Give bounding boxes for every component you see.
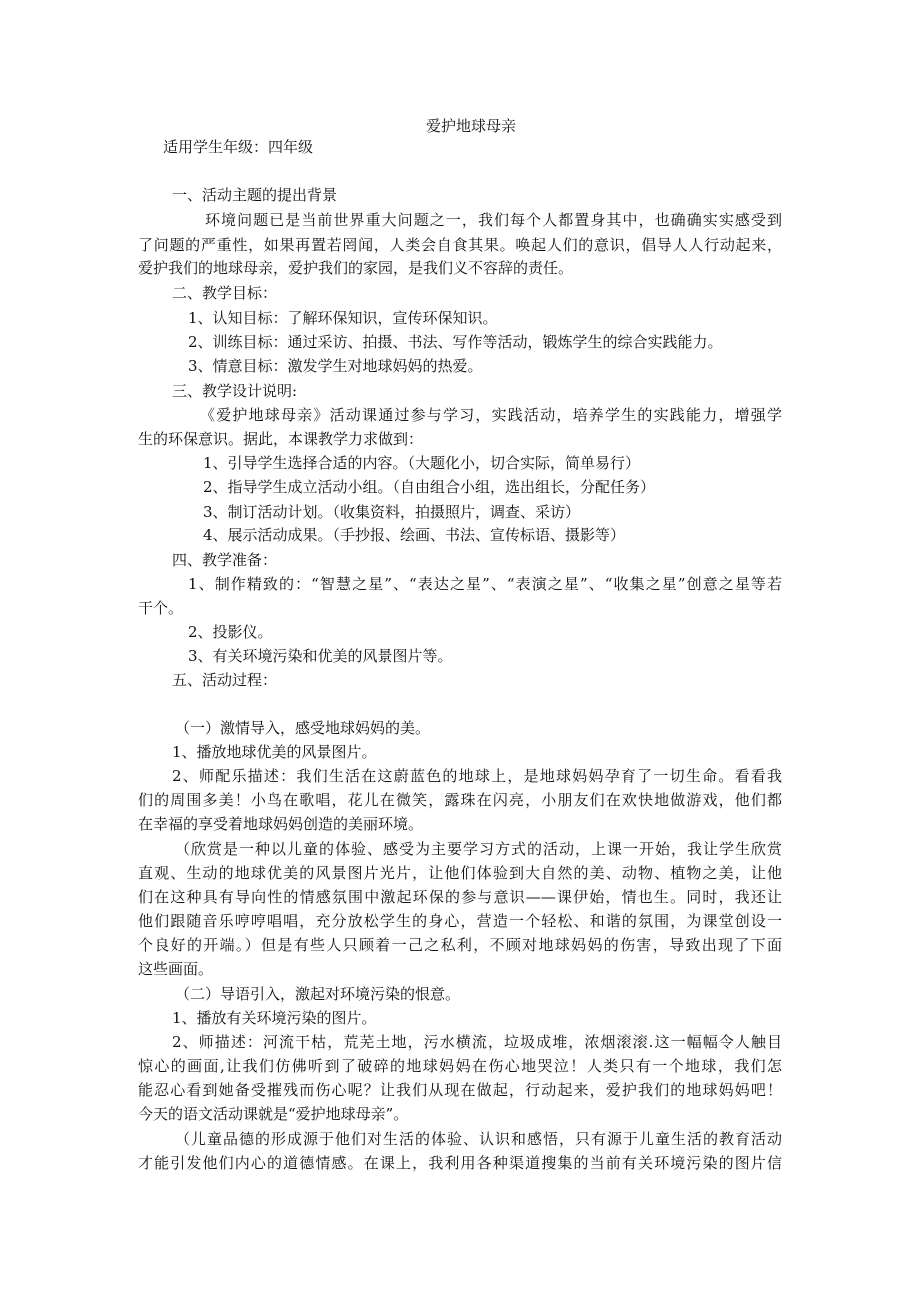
paragraph-line: （欣赏是一种以儿童的体验、感受为主要学习方式的活动，上课一开始，我让学生欣赏 (175, 840, 782, 858)
paragraph-line: 1、播放有关环境污染的图片。 (172, 1009, 377, 1027)
paragraph-line: 环境问题已是当前世界重大问题之一，我们每个人都置身其中，也确确实实感受到 (205, 211, 782, 229)
paragraph-line: 2、师配乐描述：我们生活在这蔚蓝色的地球上，是地球妈妈孕育了一切生命。看看我 (172, 767, 782, 785)
design-item: 3、制订活动计划。（收集资料，拍摄照片，调查、采访） (203, 503, 581, 521)
paragraph-line: 直观、生动的地球优美的风景图片光片，让他们体验到大自然的美、动物、植物之美，让他 (138, 864, 782, 882)
section-3-heading: 三、教学设计说明: (172, 382, 298, 400)
goal-item: 1、认知目标：了解环保知识，宣传环保知识。 (188, 309, 498, 327)
paragraph-line: 他们跟随音乐哼哼唱唱，充分放松学生的身心，营造一个轻松、和谐的氛围，为课堂创设一 (138, 912, 782, 930)
goal-item: 3、情意目标：激发学生对地球妈妈的热爱。 (188, 357, 483, 375)
paragraph-line: 在幸福的享受着地球妈妈创造的美丽环境。 (138, 815, 424, 833)
paragraph-line: 们在这种具有导向性的情感氛围中激起环保的参与意识——课伊始，情也生。同时，我还让 (138, 888, 782, 906)
paragraph-line: 才能引发他们内心的道德情感。在课上，我利用各种渠道搜集的当前有关环境污染的图片信 (138, 1154, 782, 1172)
paragraph-line: 《爱护地球母亲》活动课通过参与学习，实践活动，培养学生的实践能力，增强学 (200, 406, 782, 424)
section-5-heading: 五、活动过程： (172, 671, 278, 689)
part-1-heading: （一）激情导入，感受地球妈妈的美。 (175, 719, 431, 737)
paragraph-line: 惊心的画面,让我们仿佛听到了破碎的地球妈妈在伤心地哭泣！人类只有一个地球，我们怎 (138, 1057, 782, 1075)
part-2-heading: （二）导语引入，激起对环境污染的恨意。 (175, 985, 461, 1003)
paragraph-line: 们的周围多美！小鸟在歌唱，花儿在微笑，露珠在闪亮，小朋友们在欢快地做游戏，他们都 (138, 791, 782, 809)
design-item: 2、指导学生成立活动小组。（自由组合小组，选出组长，分配任务） (203, 478, 656, 496)
grade-line: 适用学生年级：四年级 (163, 138, 314, 156)
goal-item: 2、训练目标：通过采访、拍摄、书法、写作等活动，锻炼学生的综合实践能力。 (188, 333, 723, 351)
paragraph-line: 今天的语文活动课就是“爱护地球母亲”。 (138, 1105, 409, 1123)
prep-item: 3、有关环境污染和优美的风景图片等。 (188, 647, 453, 665)
section-4-heading: 四、教学准备： (172, 551, 278, 569)
paragraph-line: 能忍心看到她备受摧残而伤心呢？让我们从现在做起，行动起来，爱护我们的地球妈妈吧！ (138, 1081, 782, 1099)
paragraph-line: 爱护我们的地球母亲，爱护我们的家园，是我们义不容辞的责任。 (138, 259, 574, 277)
design-item: 1、引导学生选择合适的内容。（大题化小，切合实际，简单易行） (203, 454, 641, 472)
paragraph-line: 个良好的开端。）但是有些人只顾着一己之私利，不顾对地球妈妈的伤害，导致出现了下面 (138, 936, 782, 954)
paragraph-line: 1、播放地球优美的风景图片。 (172, 743, 377, 761)
section-1-heading: 一、活动主题的提出背景 (172, 186, 338, 204)
paragraph-line: 了问题的严重性，如果再置若罔闻，人类会自食其果。唤起人们的意识，倡导人人行动起来， (138, 236, 782, 254)
paragraph-line: 生的环保意识。据此，本课教学力求做到： (138, 430, 424, 448)
prep-item-continuation: 干个。 (138, 599, 184, 617)
section-2-heading: 二、教学目标： (172, 284, 278, 302)
paragraph-line: （儿童品德的形成源于他们对生活的体验、认识和感悟，只有源于儿童生活的教育活动 (175, 1130, 782, 1148)
prep-item: 1、制作精致的：“智慧之星”、“表达之星”、“表演之星”、“收集之星”创意之星等若 (188, 575, 782, 593)
paragraph-line: 2、师描述：河流干枯，荒芜土地，污水横流，垃圾成堆，浓烟滚滚.这一幅幅令人触目 (172, 1033, 782, 1051)
document-title: 爱护地球母亲 (425, 117, 516, 135)
design-item: 4、展示活动成果。（手抄报、绘画、书法、宣传标语、摄影等） (203, 526, 626, 544)
prep-item: 2、投影仪。 (188, 623, 273, 641)
paragraph-line: 这些画面。 (138, 960, 214, 978)
